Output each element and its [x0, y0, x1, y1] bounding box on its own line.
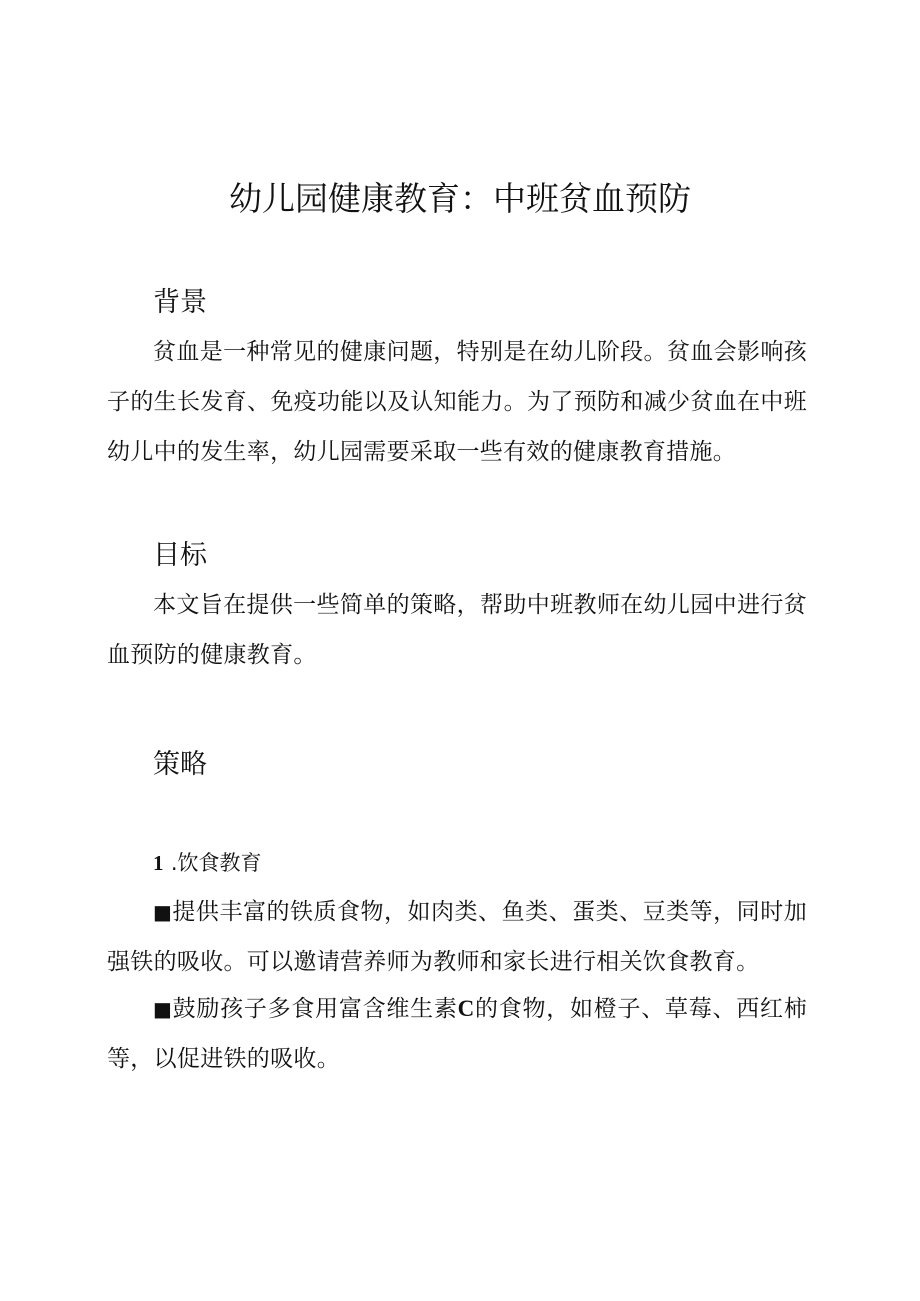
bullet-1-text: 提供丰富的铁质食物，如肉类、鱼类、蛋类、豆类等，同时加强铁的吸收。可以邀请营养师为教师和家长进行相关饮食教育。 [107, 899, 807, 975]
goal-paragraph: 本文旨在提供一些简单的策略，帮助中班教师在幼儿园中进行贫血预防的健康教育。 [107, 592, 807, 668]
square-bullet-icon: ■ [153, 997, 173, 1021]
subheading-label: .饮食教育 [170, 851, 262, 875]
background-paragraph: 贫血是一种常见的健康问题，特别是在幼儿阶段。贫血会影响孩子的生长发育、免疫功能以及认知能力。为了预防和减少贫血在中班幼儿中的发生率，幼儿园需要采取一些有效的健康教育措施。 [107, 339, 807, 465]
bullet-2-text-after: 的食物，如橙子、草莓、西红柿等，以促进铁的吸收。 [107, 996, 808, 1072]
subheading-number: 1 [153, 851, 164, 875]
strategy-bullet-1 [107, 887, 807, 987]
section-heading-background: 背景 [153, 287, 207, 318]
square-bullet-icon: ■ [153, 900, 173, 924]
document-title: 幼儿园健康教育：中班贫血预防 [229, 179, 691, 218]
section-heading-goal: 目标 [153, 540, 207, 571]
bullet-2-text-before: 鼓励孩子多食用富含维生素 [172, 996, 458, 1022]
section-heading-strategy: 策略 [153, 749, 207, 780]
subheading-diet-education [153, 845, 262, 881]
strategy-bullet-2 [107, 984, 807, 1084]
vitamin-c-letter: C [457, 996, 475, 1021]
